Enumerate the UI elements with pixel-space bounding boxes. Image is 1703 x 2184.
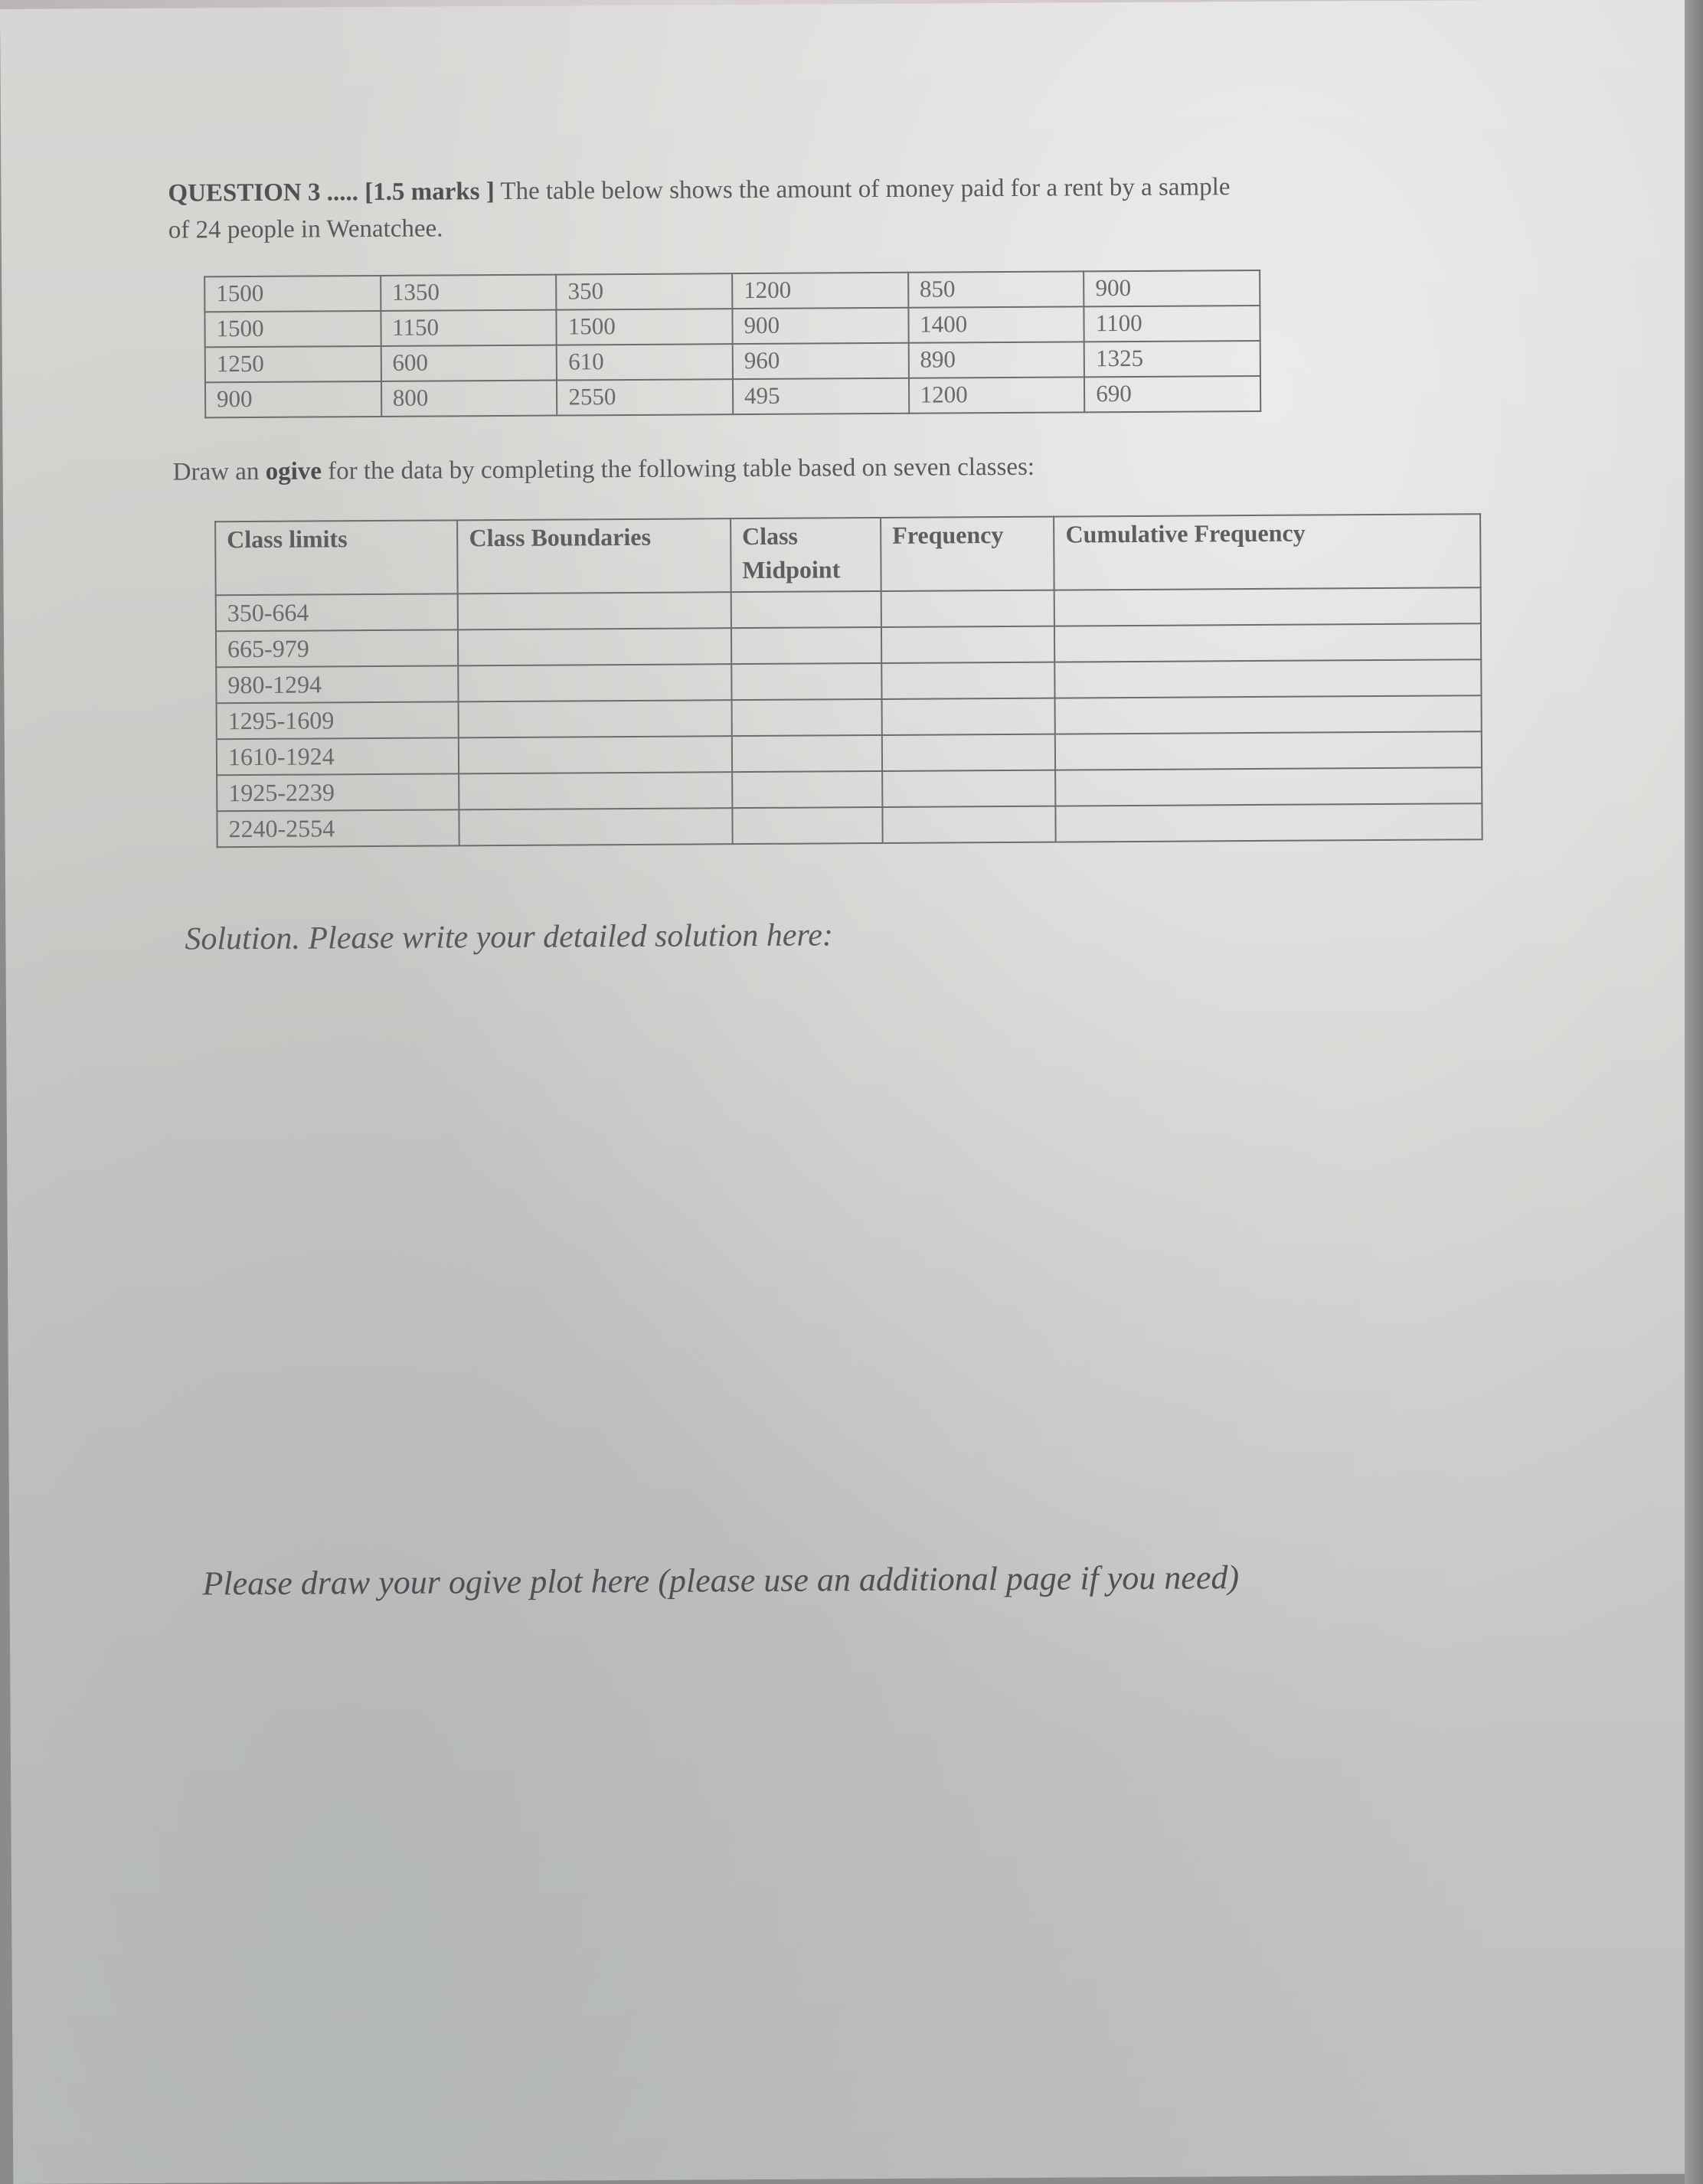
data-cell: 1200: [909, 377, 1085, 413]
header-frequency: Frequency: [881, 517, 1054, 591]
frequency-cell[interactable]: [881, 626, 1055, 663]
cumulative-cell[interactable]: [1055, 659, 1482, 698]
class-limit-cell: 2240-2554: [217, 809, 459, 847]
cumulative-cell[interactable]: [1054, 623, 1481, 662]
question-label: QUESTION 3 ..... [1.5 marks ]: [168, 178, 495, 208]
midpoint-cell[interactable]: [731, 627, 882, 664]
boundary-cell[interactable]: [458, 628, 731, 665]
solution-prompt: Solution. Please write your detailed solution here:: [185, 917, 834, 957]
midpoint-cell[interactable]: [731, 699, 882, 736]
cumulative-cell[interactable]: [1055, 767, 1482, 806]
data-cell: 1500: [204, 311, 381, 347]
frequency-cell[interactable]: [882, 770, 1056, 807]
data-cell: 690: [1084, 376, 1260, 412]
data-cell: 900: [205, 381, 381, 417]
data-cell: 960: [733, 343, 909, 379]
header-class-boundaries: Class Boundaries: [457, 518, 731, 593]
ogive-plot-prompt: Please draw your ogive plot here (please use an additional page if you need): [202, 1558, 1240, 1603]
midpoint-cell[interactable]: [732, 735, 883, 772]
data-cell: 610: [557, 344, 733, 380]
instruction-text: [173, 453, 1035, 487]
cumulative-cell[interactable]: [1055, 731, 1482, 770]
midpoint-cell[interactable]: [732, 771, 883, 808]
cumulative-cell[interactable]: [1056, 803, 1482, 842]
frequency-cell[interactable]: [882, 806, 1056, 843]
instruction-prefix: Draw an: [172, 457, 266, 486]
rent-data-table: [204, 270, 1261, 418]
question-line-1: The table below shows the amount of money paid for a rent by a sample: [500, 173, 1231, 206]
data-cell: 900: [1084, 270, 1260, 306]
paper-edge-shadow: [1685, 0, 1703, 2184]
data-cell: 850: [908, 271, 1084, 307]
cumulative-cell[interactable]: [1054, 587, 1481, 626]
data-cell: 1500: [557, 309, 733, 345]
data-cell: 1500: [204, 276, 381, 312]
midpoint-cell[interactable]: [732, 807, 883, 844]
data-cell: 1325: [1084, 341, 1260, 377]
header-class-limits: Class limits: [215, 520, 458, 595]
data-cell: 1400: [908, 306, 1084, 342]
boundary-cell[interactable]: [459, 772, 732, 809]
header-cumulative-frequency: Cumulative Frequency: [1054, 514, 1480, 590]
header-midpoint-word: Midpoint: [742, 555, 841, 584]
class-limit-cell: 980-1294: [216, 665, 459, 703]
cumulative-cell[interactable]: [1055, 695, 1482, 734]
frequency-cell[interactable]: [882, 734, 1056, 771]
class-limit-cell: 665-979: [216, 629, 459, 667]
table-row: [205, 376, 1260, 417]
class-limit-cell: 350-664: [216, 593, 459, 631]
data-cell: 1100: [1084, 306, 1260, 342]
frequency-table: [214, 513, 1483, 848]
boundary-cell[interactable]: [459, 808, 733, 845]
data-cell: 495: [733, 378, 909, 414]
frequency-cell[interactable]: [881, 590, 1055, 627]
data-cell: 800: [381, 381, 557, 417]
table-header-row: [215, 514, 1481, 595]
header-class-midpoint: [731, 518, 881, 592]
data-cell: 1250: [205, 346, 381, 382]
class-limit-cell: 1610-1924: [217, 737, 459, 775]
data-cell: 890: [908, 342, 1084, 378]
question-line-2: of 24 people in Wenatchee.: [168, 214, 443, 244]
table-row: [205, 341, 1260, 382]
instruction-bold: ogive: [265, 457, 322, 486]
boundary-cell[interactable]: [459, 700, 732, 737]
data-cell: 600: [381, 345, 557, 381]
data-cell: 900: [732, 308, 908, 344]
table-row: [204, 270, 1260, 312]
boundary-cell[interactable]: [459, 736, 732, 773]
frequency-cell[interactable]: [882, 698, 1056, 735]
table-row: [217, 803, 1482, 847]
midpoint-cell[interactable]: [731, 591, 881, 628]
midpoint-cell[interactable]: [731, 663, 882, 700]
data-cell: 1200: [732, 273, 908, 309]
data-cell: 1150: [381, 310, 557, 346]
instruction-suffix: for the data by completing the following table based on seven classes:: [321, 453, 1035, 486]
data-cell: 2550: [557, 379, 733, 415]
frequency-cell[interactable]: [881, 662, 1055, 699]
header-class-word: Class: [741, 521, 799, 551]
data-cell: 350: [556, 273, 732, 309]
boundary-cell[interactable]: [458, 592, 731, 629]
data-cell: 1350: [381, 275, 557, 311]
boundary-cell[interactable]: [459, 664, 732, 701]
table-row: [204, 306, 1260, 347]
question-text: [168, 167, 1470, 248]
class-limit-cell: 1925-2239: [217, 773, 459, 811]
class-limit-cell: 1295-1609: [217, 701, 459, 739]
